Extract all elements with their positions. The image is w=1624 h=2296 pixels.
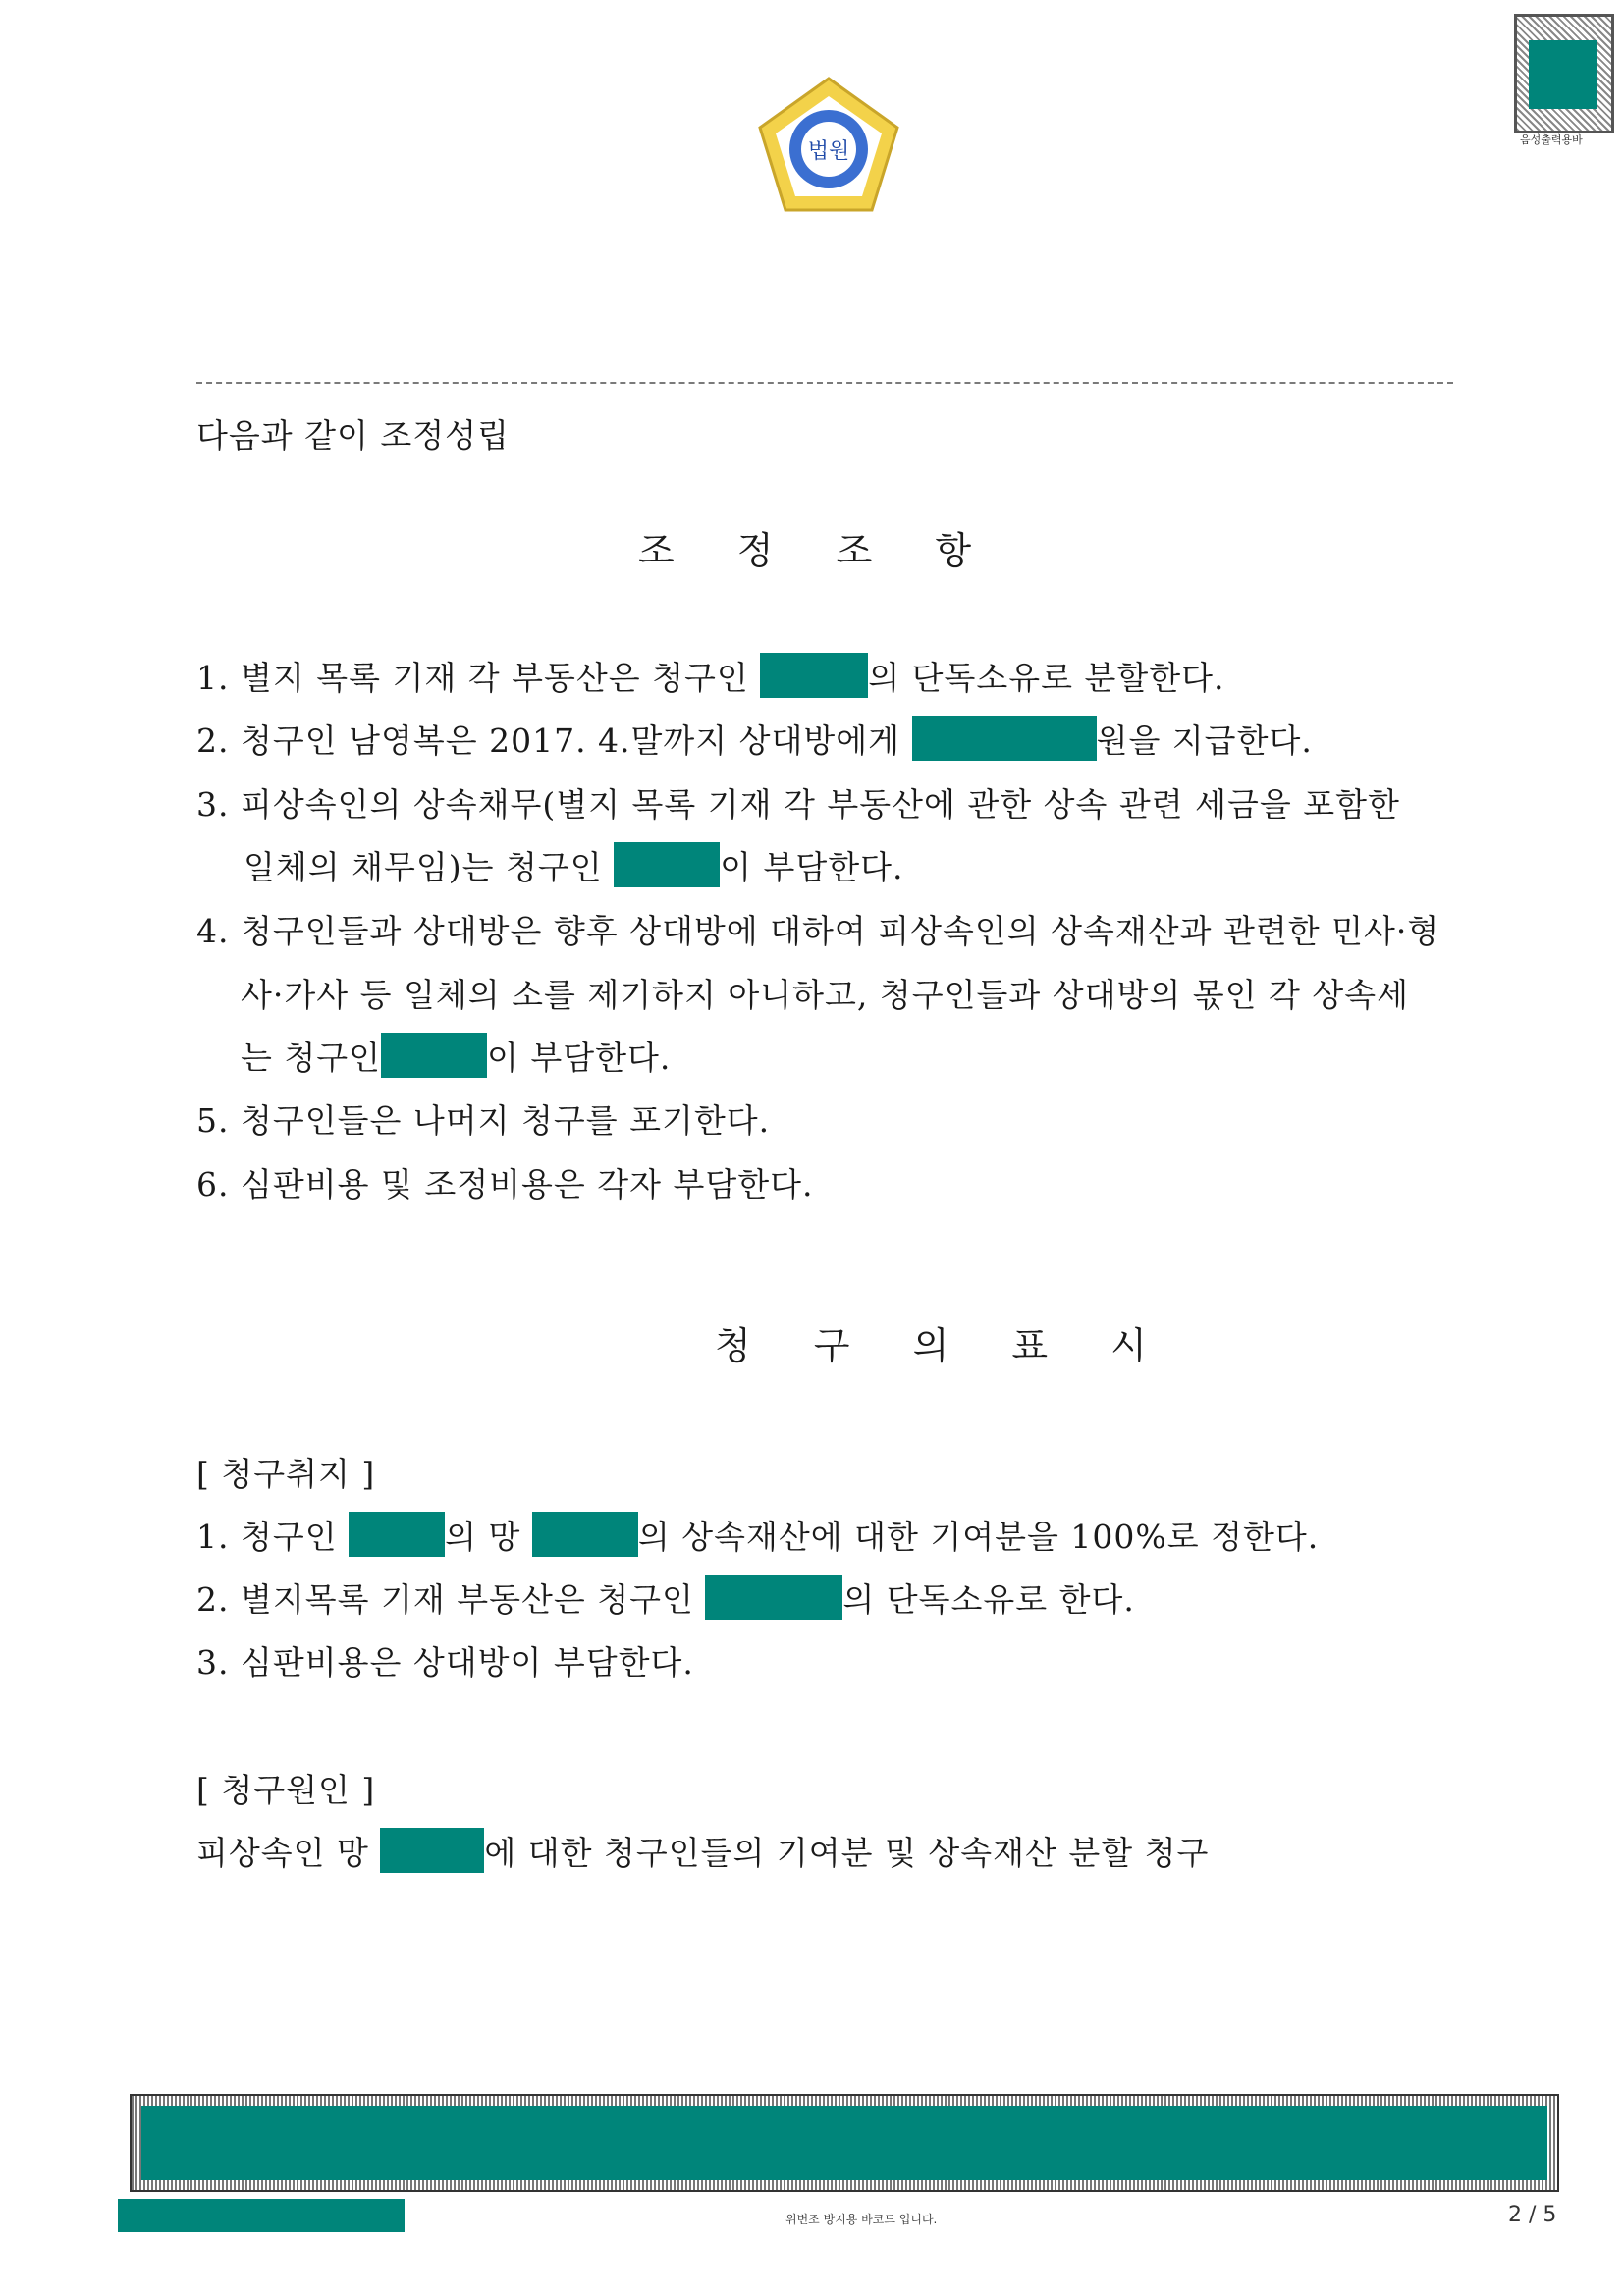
clause-1 <box>196 653 1224 699</box>
intro-text: 다음과 같이 조정성립 <box>196 416 510 454</box>
redaction <box>532 1512 638 1557</box>
page-number: 2 / 5 <box>1508 2203 1557 2227</box>
clause-4-cont-2-end: 이 부담한다. <box>487 1039 672 1077</box>
claim-1-text-mid: 의 망 <box>445 1518 532 1556</box>
clause-2-text-end: 원을 지급한다. <box>1096 721 1313 760</box>
redaction <box>760 653 868 698</box>
anti-forgery-barcode <box>130 2094 1559 2192</box>
clause-5: 5. 청구인들은 나머지 청구를 포기한다. <box>196 1101 771 1140</box>
barcode-redaction <box>141 2106 1547 2180</box>
claim-cause-heading: [ 청구원인 ] <box>196 1771 376 1809</box>
claim-1 <box>196 1512 1319 1558</box>
clause-1-text: 1. 별지 목록 기재 각 부동산은 청구인 <box>196 659 761 697</box>
qr-label: 음성출력용바 <box>1520 133 1583 146</box>
emblem-label: 법원 <box>807 139 850 164</box>
clause-4-cont-2-text: 는 청구인 <box>241 1039 382 1077</box>
barcode-caption: 위변조 방지용 바코드 입니다. <box>785 2213 938 2226</box>
claim-purpose-heading: [ 청구취지 ] <box>196 1455 376 1493</box>
clause-2-text: 2. 청구인 남영복은 2017. 4.말까지 상대방에게 <box>196 721 912 760</box>
claim-3: 3. 심판비용은 상대방이 부담한다. <box>196 1643 694 1682</box>
redaction-footer <box>118 2199 405 2232</box>
redaction <box>705 1575 842 1620</box>
qr-redaction <box>1529 40 1597 109</box>
clause-3: 3. 피상속인의 상속채무(별지 목록 기재 각 부동산에 관한 상속 관련 세금을 포함한 <box>196 785 1400 824</box>
clause-4-cont-1: 사·가사 등 일체의 소를 제기하지 아니하고, 청구인들과 상대방의 몫인 각 상속세 <box>241 976 1409 1014</box>
redaction <box>381 1033 487 1078</box>
redaction <box>380 1828 484 1873</box>
claim-2-text: 2. 별지목록 기재 부동산은 청구인 <box>196 1580 706 1619</box>
redaction <box>614 842 720 887</box>
clause-4: 4. 청구인들과 상대방은 향후 상대방에 대하여 피상속인의 상속재산과 관련한 민사·형 <box>196 912 1440 950</box>
claim-cause <box>196 1828 1209 1874</box>
claim-1-text-end: 의 상속재산에 대한 기여분을 100%로 정한다. <box>637 1518 1320 1556</box>
dashed-divider <box>196 382 1453 384</box>
clause-3-cont-end: 이 부담한다. <box>720 848 904 886</box>
redaction <box>349 1512 445 1557</box>
clause-4-cont-2 <box>241 1033 671 1079</box>
claim-cause-text-end: 에 대한 청구인들의 기여분 및 상속재산 분할 청구 <box>484 1834 1210 1872</box>
clause-1-text-end: 의 단독소유로 분할한다. <box>868 659 1225 697</box>
claim-2-text-end: 의 단독소유로 한다. <box>842 1580 1135 1619</box>
claim-2 <box>196 1575 1135 1621</box>
clause-3-cont <box>244 842 904 888</box>
clause-2 <box>196 716 1313 762</box>
court-emblem-icon <box>750 71 907 228</box>
claim-cause-text: 피상속인 망 <box>196 1834 381 1872</box>
clause-3-cont-text: 일체의 채무임)는 청구인 <box>244 848 615 886</box>
claim-1-text: 1. 청구인 <box>196 1518 350 1556</box>
redaction <box>912 716 1097 761</box>
qr-code <box>1514 14 1614 133</box>
clause-6: 6. 심판비용 및 조정비용은 각자 부담한다. <box>196 1165 814 1203</box>
section-title-claim: 청 구 의 표 시 <box>715 1324 1172 1367</box>
section-title-mediation: 조 정 조 항 <box>638 529 998 572</box>
